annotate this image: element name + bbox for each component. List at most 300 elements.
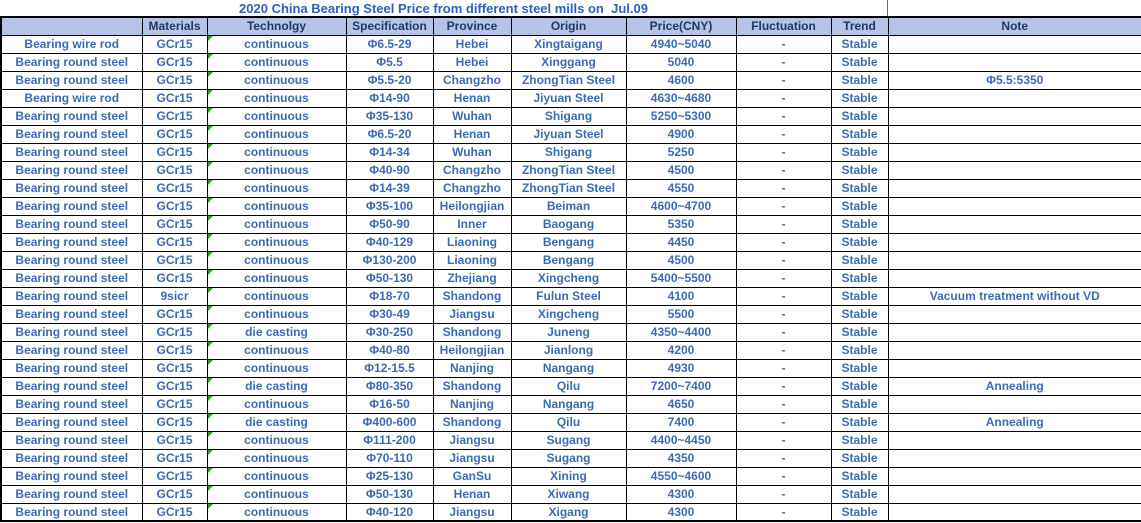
cell-province[interactable] (433, 449, 511, 467)
cell-origin[interactable] (511, 305, 626, 323)
cell-trend[interactable] (831, 53, 888, 71)
cell-origin[interactable] (511, 287, 626, 305)
cell-price[interactable] (626, 323, 736, 341)
cell-trend[interactable] (831, 323, 888, 341)
cell-materials[interactable] (142, 269, 207, 287)
cell-price[interactable] (626, 431, 736, 449)
cell-technology[interactable] (207, 107, 346, 125)
cell-province[interactable] (433, 233, 511, 251)
cell-specification[interactable] (346, 323, 433, 341)
cell-specification[interactable] (346, 485, 433, 503)
cell-technology[interactable] (207, 269, 346, 287)
cell-product[interactable] (1, 71, 142, 89)
cell-trend[interactable] (831, 107, 888, 125)
cell-specification[interactable] (346, 377, 433, 395)
cell-fluctuation[interactable] (736, 467, 831, 485)
cell-trend[interactable] (831, 449, 888, 467)
cell-province[interactable] (433, 251, 511, 269)
cell-price[interactable] (626, 449, 736, 467)
cell-note[interactable] (888, 395, 1141, 413)
cell-materials[interactable] (142, 341, 207, 359)
cell-origin[interactable] (511, 431, 626, 449)
cell-price[interactable] (626, 161, 736, 179)
cell-price[interactable] (626, 215, 736, 233)
cell-province[interactable] (433, 341, 511, 359)
table-row (1, 377, 1141, 395)
cell-price[interactable] (626, 485, 736, 503)
cell-product[interactable] (1, 107, 142, 125)
cell-trend[interactable] (831, 305, 888, 323)
cell-specification[interactable] (346, 53, 433, 71)
cell-fluctuation[interactable] (736, 71, 831, 89)
cell-fluctuation[interactable] (736, 341, 831, 359)
cell-specification[interactable] (346, 395, 433, 413)
cell-technology[interactable] (207, 71, 346, 89)
cell-specification[interactable] (346, 413, 433, 431)
cell-technology[interactable] (207, 143, 346, 161)
cell-trend[interactable] (831, 233, 888, 251)
cell-note[interactable] (888, 89, 1141, 107)
cell-origin[interactable] (511, 449, 626, 467)
cell-province[interactable] (433, 287, 511, 305)
cell-materials[interactable] (142, 71, 207, 89)
cell-specification[interactable] (346, 305, 433, 323)
cell-province[interactable] (433, 125, 511, 143)
cell-origin[interactable] (511, 485, 626, 503)
cell-note[interactable] (888, 107, 1141, 125)
cell-product[interactable] (1, 467, 142, 485)
cell-product[interactable] (1, 233, 142, 251)
cell-specification[interactable] (346, 449, 433, 467)
cell-price[interactable] (626, 359, 736, 377)
cell-note[interactable] (888, 197, 1141, 215)
cell-province[interactable] (433, 53, 511, 71)
cell-technology[interactable] (207, 215, 346, 233)
cell-fluctuation[interactable] (736, 197, 831, 215)
cell-technology[interactable] (207, 287, 346, 305)
cell-materials[interactable] (142, 143, 207, 161)
cell-specification[interactable] (346, 359, 433, 377)
cell-technology[interactable] (207, 233, 346, 251)
cell-specification[interactable] (346, 251, 433, 269)
column-header-fluctuation[interactable]: Fluctuation (736, 17, 831, 35)
cell-note[interactable] (888, 233, 1141, 251)
cell-technology[interactable] (207, 449, 346, 467)
column-header-specification[interactable]: Specification (346, 17, 433, 35)
cell-note[interactable] (888, 179, 1141, 197)
cell-origin[interactable] (511, 377, 626, 395)
cell-product[interactable] (1, 449, 142, 467)
cell-origin[interactable] (511, 125, 626, 143)
cell-technology[interactable] (207, 467, 346, 485)
cell-origin[interactable] (511, 413, 626, 431)
cell-fluctuation[interactable] (736, 413, 831, 431)
cell-specification[interactable] (346, 269, 433, 287)
cell-note[interactable] (888, 449, 1141, 467)
cell-province[interactable] (433, 269, 511, 287)
cell-price[interactable] (626, 287, 736, 305)
cell-technology[interactable] (207, 323, 346, 341)
cell-province[interactable] (433, 413, 511, 431)
column-header-technology[interactable]: Technolgy (207, 17, 346, 35)
cell-product[interactable] (1, 395, 142, 413)
cell-product[interactable] (1, 503, 142, 521)
cell-price[interactable] (626, 53, 736, 71)
cell-note[interactable] (888, 251, 1141, 269)
cell-fluctuation[interactable] (736, 89, 831, 107)
cell-materials[interactable] (142, 323, 207, 341)
cell-fluctuation[interactable] (736, 431, 831, 449)
cell-note[interactable] (888, 323, 1141, 341)
cell-note[interactable] (888, 269, 1141, 287)
cell-province[interactable] (433, 215, 511, 233)
cell-fluctuation[interactable] (736, 125, 831, 143)
cell-technology[interactable] (207, 125, 346, 143)
cell-fluctuation[interactable] (736, 53, 831, 71)
cell-technology[interactable] (207, 359, 346, 377)
column-header-price[interactable]: Price(CNY) (626, 17, 736, 35)
cell-technology[interactable] (207, 179, 346, 197)
column-header-province[interactable]: Province (433, 17, 511, 35)
cell-technology[interactable] (207, 377, 346, 395)
cell-fluctuation[interactable] (736, 233, 831, 251)
cell-note[interactable] (888, 35, 1141, 53)
cell-trend[interactable] (831, 413, 888, 431)
cell-fluctuation[interactable] (736, 215, 831, 233)
cell-province[interactable] (433, 197, 511, 215)
cell-product[interactable] (1, 359, 142, 377)
cell-province[interactable] (433, 395, 511, 413)
cell-product[interactable] (1, 89, 142, 107)
cell-trend[interactable] (831, 287, 888, 305)
cell-text: Φ5.5-20 (367, 73, 412, 87)
cell-specification[interactable] (346, 197, 433, 215)
cell-fluctuation[interactable] (736, 503, 831, 521)
cell-text: Bearing round steel (15, 451, 129, 465)
cell-fluctuation[interactable] (736, 161, 831, 179)
cell-text: Juneng (547, 325, 590, 339)
cell-materials[interactable] (142, 125, 207, 143)
cell-product[interactable] (1, 485, 142, 503)
cell-materials[interactable] (142, 35, 207, 53)
cell-fluctuation[interactable] (736, 179, 831, 197)
cell-trend[interactable] (831, 485, 888, 503)
cell-trend[interactable] (831, 377, 888, 395)
table-row (1, 449, 1141, 467)
cell-fluctuation[interactable] (736, 359, 831, 377)
cell-product[interactable] (1, 35, 142, 53)
cell-province[interactable] (433, 503, 511, 521)
cell-fluctuation[interactable] (736, 107, 831, 125)
cell-note[interactable] (888, 305, 1141, 323)
cell-note[interactable] (888, 143, 1141, 161)
cell-trend[interactable] (831, 269, 888, 287)
cell-specification[interactable] (346, 161, 433, 179)
cell-technology[interactable] (207, 305, 346, 323)
cell-price[interactable] (626, 269, 736, 287)
cell-product[interactable] (1, 179, 142, 197)
cell-origin[interactable] (511, 323, 626, 341)
cell-trend[interactable] (831, 89, 888, 107)
cell-materials[interactable] (142, 287, 207, 305)
cell-province[interactable] (433, 35, 511, 53)
cell-fluctuation[interactable] (736, 395, 831, 413)
cell-price[interactable] (626, 89, 736, 107)
cell-materials[interactable] (142, 179, 207, 197)
cell-product[interactable] (1, 269, 142, 287)
cell-note[interactable] (888, 413, 1141, 431)
cell-price[interactable] (626, 341, 736, 359)
cell-technology[interactable] (207, 413, 346, 431)
cell-text: - (781, 343, 786, 357)
cell-specification[interactable] (346, 287, 433, 305)
cell-origin[interactable] (511, 197, 626, 215)
cell-trend[interactable] (831, 251, 888, 269)
cell-note[interactable] (888, 359, 1141, 377)
cell-note[interactable] (888, 53, 1141, 71)
cell-trend[interactable] (831, 215, 888, 233)
cell-product[interactable] (1, 413, 142, 431)
cell-product[interactable] (1, 161, 142, 179)
cell-trend[interactable] (831, 431, 888, 449)
sheet-title[interactable]: 2020 China Bearing Steel Price from different steel mills on Jul.09 (0, 0, 888, 16)
cell-materials[interactable] (142, 467, 207, 485)
cell-fluctuation[interactable] (736, 323, 831, 341)
cell-province[interactable] (433, 179, 511, 197)
cell-text: Henan (453, 487, 491, 501)
table-row (1, 323, 1141, 341)
cell-product[interactable] (1, 287, 142, 305)
cell-origin[interactable] (511, 269, 626, 287)
cell-note[interactable] (888, 377, 1141, 395)
cell-origin[interactable] (511, 143, 626, 161)
cell-origin[interactable] (511, 71, 626, 89)
cell-province[interactable] (433, 161, 511, 179)
cell-fluctuation[interactable] (736, 251, 831, 269)
cell-technology[interactable] (207, 395, 346, 413)
cell-province[interactable] (433, 485, 511, 503)
cell-text: ZhongTian Steel (521, 73, 616, 87)
cell-trend[interactable] (831, 161, 888, 179)
cell-specification[interactable] (346, 143, 433, 161)
cell-specification[interactable] (346, 503, 433, 521)
cell-origin[interactable] (511, 359, 626, 377)
cell-price[interactable] (626, 305, 736, 323)
cell-specification[interactable] (346, 233, 433, 251)
cell-materials[interactable] (142, 413, 207, 431)
cell-technology[interactable] (207, 53, 346, 71)
cell-origin[interactable] (511, 341, 626, 359)
cell-technology[interactable] (207, 89, 346, 107)
cell-province[interactable] (433, 143, 511, 161)
cell-note[interactable] (888, 215, 1141, 233)
cell-product[interactable] (1, 305, 142, 323)
cell-product[interactable] (1, 125, 142, 143)
cell-product[interactable] (1, 197, 142, 215)
column-header-origin[interactable]: Origin (511, 17, 626, 35)
cell-trend[interactable] (831, 395, 888, 413)
cell-text: Liaoning (447, 253, 497, 267)
cell-price[interactable] (626, 143, 736, 161)
cell-text: GCr15 (156, 361, 193, 375)
cell-fluctuation[interactable] (736, 377, 831, 395)
cell-origin[interactable] (511, 467, 626, 485)
cell-text: Henan (453, 91, 491, 105)
cell-technology[interactable] (207, 197, 346, 215)
cell-product[interactable] (1, 323, 142, 341)
cell-price[interactable] (626, 251, 736, 269)
cell-product[interactable] (1, 143, 142, 161)
cell-province[interactable] (433, 323, 511, 341)
cell-note[interactable] (888, 503, 1141, 521)
cell-text: - (781, 469, 786, 483)
cell-product[interactable] (1, 251, 142, 269)
cell-price[interactable] (626, 467, 736, 485)
column-header-materials[interactable]: Materials (142, 17, 207, 35)
column-header-trend[interactable]: Trend (831, 17, 888, 35)
cell-specification[interactable] (346, 341, 433, 359)
cell-origin[interactable] (511, 503, 626, 521)
cell-origin[interactable] (511, 89, 626, 107)
cell-province[interactable] (433, 431, 511, 449)
cell-note[interactable] (888, 161, 1141, 179)
cell-materials[interactable] (142, 161, 207, 179)
cell-province[interactable] (433, 107, 511, 125)
cell-materials[interactable] (142, 89, 207, 107)
cell-province[interactable] (433, 377, 511, 395)
cell-fluctuation[interactable] (736, 143, 831, 161)
cell-province[interactable] (433, 89, 511, 107)
cell-specification[interactable] (346, 71, 433, 89)
cell-materials[interactable] (142, 395, 207, 413)
cell-fluctuation[interactable] (736, 305, 831, 323)
error-indicator-icon (208, 450, 213, 455)
cell-specification[interactable] (346, 467, 433, 485)
cell-materials[interactable] (142, 431, 207, 449)
cell-trend[interactable] (831, 179, 888, 197)
cell-materials[interactable] (142, 359, 207, 377)
cell-province[interactable] (433, 359, 511, 377)
cell-price[interactable] (626, 125, 736, 143)
cell-price[interactable] (626, 395, 736, 413)
cell-specification[interactable] (346, 35, 433, 53)
cell-trend[interactable] (831, 503, 888, 521)
cell-materials[interactable] (142, 485, 207, 503)
cell-trend[interactable] (831, 359, 888, 377)
cell-note[interactable] (888, 341, 1141, 359)
cell-origin[interactable] (511, 179, 626, 197)
cell-technology[interactable] (207, 35, 346, 53)
cell-technology[interactable] (207, 431, 346, 449)
cell-price[interactable] (626, 377, 736, 395)
cell-product[interactable] (1, 377, 142, 395)
cell-text: GCr15 (156, 253, 193, 267)
cell-materials[interactable] (142, 215, 207, 233)
cell-materials[interactable] (142, 305, 207, 323)
cell-specification[interactable] (346, 215, 433, 233)
cell-materials[interactable] (142, 197, 207, 215)
cell-origin[interactable] (511, 161, 626, 179)
cell-origin[interactable] (511, 35, 626, 53)
cell-note[interactable] (888, 485, 1141, 503)
cell-product[interactable] (1, 341, 142, 359)
cell-province[interactable] (433, 305, 511, 323)
cell-fluctuation[interactable] (736, 35, 831, 53)
cell-note[interactable] (888, 287, 1141, 305)
column-header-product[interactable] (1, 17, 142, 35)
cell-origin[interactable] (511, 107, 626, 125)
cell-materials[interactable] (142, 233, 207, 251)
cell-text: GCr15 (156, 73, 193, 87)
cell-origin[interactable] (511, 233, 626, 251)
cell-technology[interactable] (207, 503, 346, 521)
cell-specification[interactable] (346, 89, 433, 107)
cell-price[interactable] (626, 503, 736, 521)
cell-note[interactable] (888, 71, 1141, 89)
cell-province[interactable] (433, 71, 511, 89)
cell-technology[interactable] (207, 251, 346, 269)
cell-price[interactable] (626, 179, 736, 197)
cell-materials[interactable] (142, 53, 207, 71)
cell-product[interactable] (1, 431, 142, 449)
cell-note[interactable] (888, 467, 1141, 485)
error-indicator-icon (208, 342, 213, 347)
cell-price[interactable] (626, 233, 736, 251)
cell-product[interactable] (1, 215, 142, 233)
cell-trend[interactable] (831, 125, 888, 143)
cell-technology[interactable] (207, 485, 346, 503)
cell-text: continuous (244, 73, 309, 87)
cell-province[interactable] (433, 467, 511, 485)
cell-text: Hebei (455, 55, 489, 69)
column-header-note[interactable]: Note (888, 17, 1141, 35)
cell-fluctuation[interactable] (736, 287, 831, 305)
cell-trend[interactable] (831, 341, 888, 359)
cell-price[interactable] (626, 197, 736, 215)
cell-materials[interactable] (142, 449, 207, 467)
cell-price[interactable] (626, 107, 736, 125)
cell-trend[interactable] (831, 71, 888, 89)
cell-technology[interactable] (207, 161, 346, 179)
cell-materials[interactable] (142, 107, 207, 125)
cell-specification[interactable] (346, 179, 433, 197)
cell-trend[interactable] (831, 143, 888, 161)
cell-fluctuation[interactable] (736, 449, 831, 467)
cell-trend[interactable] (831, 467, 888, 485)
cell-price[interactable] (626, 71, 736, 89)
cell-origin[interactable] (511, 215, 626, 233)
cell-materials[interactable] (142, 377, 207, 395)
cell-trend[interactable] (831, 197, 888, 215)
cell-materials[interactable] (142, 503, 207, 521)
cell-trend[interactable] (831, 35, 888, 53)
cell-technology[interactable] (207, 341, 346, 359)
cell-origin[interactable] (511, 53, 626, 71)
cell-origin[interactable] (511, 395, 626, 413)
cell-origin[interactable] (511, 251, 626, 269)
cell-note[interactable] (888, 125, 1141, 143)
cell-price[interactable] (626, 413, 736, 431)
cell-fluctuation[interactable] (736, 485, 831, 503)
cell-note[interactable] (888, 431, 1141, 449)
cell-specification[interactable] (346, 107, 433, 125)
cell-specification[interactable] (346, 125, 433, 143)
cell-materials[interactable] (142, 251, 207, 269)
cell-specification[interactable] (346, 431, 433, 449)
cell-fluctuation[interactable] (736, 269, 831, 287)
cell-price[interactable] (626, 35, 736, 53)
cell-product[interactable] (1, 53, 142, 71)
